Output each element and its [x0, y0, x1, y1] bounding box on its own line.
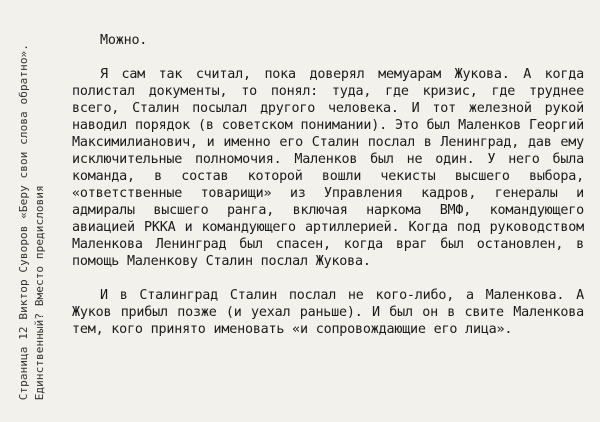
running-header-line-1: Страница 12 Виктор Суворов «Беру свои слова обратно».	[17, 43, 30, 400]
page-body	[72, 32, 584, 355]
running-header-text	[16, 44, 48, 400]
paragraph-1: Можно.	[100, 33, 148, 48]
paragraph-3: И в Сталинград Сталин послал не кого-либо, а Маленкова. А Жуков прибыл позже (и уехал раньше). И был он в свите Маленкова тем, кого принято именовать «и сопровождающие его лица».	[72, 288, 584, 337]
running-header	[16, 30, 56, 400]
running-header-line-2: Единственный? Вместо предисловия	[33, 184, 46, 400]
paragraph-2: Я сам так считал, пока доверял мемуарам Жукова. А когда полистал документы, то понял: туда, где кризис, где труднее всего, Сталин посылал другого человека. И тот железной рукой наводил порядок (в советском понимании). Это был Маленков Георгий Максимилианович, и именно его Сталин послал в Ленинград, дав ему исключительные полномочия. Маленков был не один. У него была команда, в состав которой вошли чекисты высшего выбора, «ответственные товарищи» из Управления кадров, генералы и адмиралы высшего ранга, включая наркома ВМФ, командующего авиацией РККА и командующего артиллерией. Когда под руководством Маленкова Ленинград был спасен, когда враг был остановлен, в помощь Маленкову Сталин послал Жукова.	[72, 67, 584, 269]
